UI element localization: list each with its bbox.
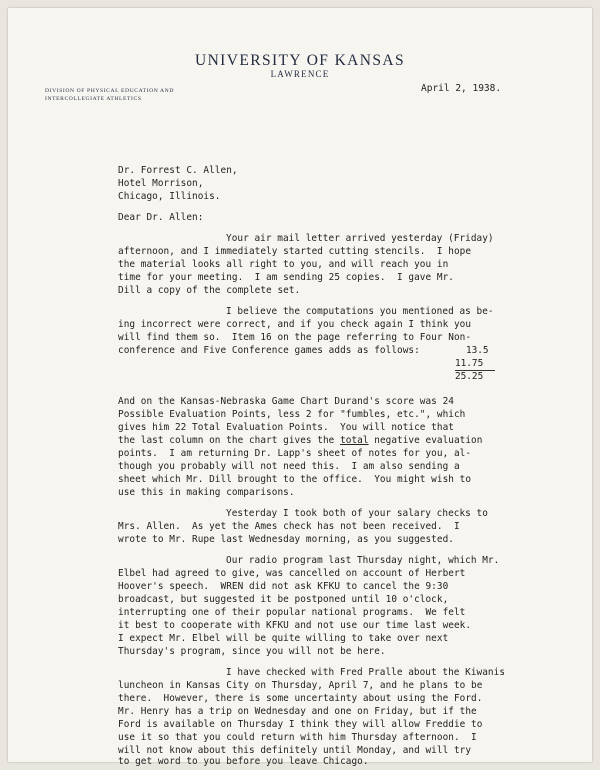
paragraph-3-line: sheet which Mr. Dill brought to the office. You might wish to bbox=[118, 474, 472, 485]
paragraph-3-line bbox=[118, 435, 482, 446]
paragraph-1-line: Your air mail letter arrived yesterday (Friday) bbox=[226, 233, 494, 244]
paragraph-3-line: gives him 22 Total Evaluation Points. You will notice that bbox=[118, 422, 454, 433]
paragraph-2-line: will find them so. Item 16 on the page referring to Four Non- bbox=[118, 332, 472, 343]
paragraph-6-line: will not know about this definitely until Monday, and will try bbox=[118, 745, 472, 756]
paragraph-1-line: time for your meeting. I am sending 25 copies. I gave Mr. bbox=[118, 272, 454, 283]
salutation: Dear Dr. Allen: bbox=[118, 212, 204, 223]
text-run: negative evaluation bbox=[368, 435, 483, 446]
paragraph-5-line: I expect Mr. Elbel will be quite willing to take over next bbox=[118, 633, 449, 644]
paragraph-6-line: Ford is available on Thursday I think they will allow Freddie to bbox=[118, 719, 483, 730]
letterhead-division bbox=[45, 87, 174, 103]
paragraph-3-line: though you probably will not need this. I am also sending a bbox=[118, 461, 460, 472]
paragraph-3-line: Possible Evaluation Points, less 2 for "fumbles, etc.", which bbox=[118, 409, 466, 420]
paragraph-1-line: afternoon, and I immediately started cutting stencils. I hope bbox=[118, 246, 472, 257]
paragraph-6-line: Mr. Henry has a trip on Wednesday and one on Friday, but if the bbox=[118, 706, 477, 717]
paragraph-4-line: Mrs. Allen. As yet the Ames check has not been received. I bbox=[118, 521, 460, 532]
paragraph-4-line: Yesterday I took both of your salary checks to bbox=[226, 508, 488, 519]
division-line-2: INTERCOLLEGIATE ATHLETICS bbox=[45, 96, 142, 102]
paragraph-3-line: And on the Kansas-Nebraska Game Chart Durand's score was 24 bbox=[118, 396, 454, 407]
paragraph-5-line: broadcast, but suggested it be postponed until 10 o'clock, bbox=[118, 594, 449, 605]
paragraph-2-line: conference and Five Conference games adds as follows: bbox=[118, 345, 420, 356]
paragraph-5-line: interrupting one of their popular national programs. We felt bbox=[118, 607, 466, 618]
paragraph-5-line: Hoover's speech. WREN did not ask KFKU to cancel the 9:30 bbox=[118, 581, 449, 592]
underlined-word: total bbox=[340, 435, 369, 446]
paragraph-5-line: Elbel had agreed to give, was cancelled on account of Herbert bbox=[118, 568, 466, 579]
letterhead-university: UNIVERSITY OF KANSAS bbox=[195, 52, 405, 69]
paragraph-1-line: the material looks all right to you, and will reach you in bbox=[118, 259, 449, 270]
paragraph-1-line: Dill a copy of the complete set. bbox=[118, 285, 301, 296]
paragraph-4-line: wrote to Mr. Rupe last Wednesday morning, as you suggested. bbox=[118, 534, 454, 545]
sum-value: 11.75 bbox=[455, 358, 484, 369]
paragraph-6-line: I have checked with Fred Pralle about the Kiwanis bbox=[226, 667, 506, 678]
paragraph-5-line: Our radio program last Thursday night, which Mr. bbox=[226, 555, 500, 566]
paragraph-2-line: I believe the computations you mentioned as be- bbox=[226, 306, 494, 317]
paragraph-2-line: ing incorrect were correct, and if you check again I think you bbox=[118, 319, 472, 330]
text-run: the last column on the chart gives the bbox=[118, 435, 341, 446]
paragraph-5-line: Thursday's program, since you will not be here. bbox=[118, 646, 386, 657]
paragraph-5-line: it best to cooperate with KFKU and not use our time last week. bbox=[118, 620, 472, 631]
sum-value: 13.5 bbox=[466, 345, 489, 356]
paragraph-6-line: use it so that you could return with him Thursday afternoon. I bbox=[118, 732, 477, 743]
paragraph-3-line: use this in making comparisons. bbox=[118, 487, 295, 498]
address-line: Dr. Forrest C. Allen, bbox=[118, 165, 238, 176]
letterhead-city: LAWRENCE bbox=[270, 69, 330, 79]
division-line-1: DIVISION OF PHYSICAL EDUCATION AND bbox=[45, 88, 174, 94]
paragraph-6-line: there. However, there is some uncertainty about using the Ford. bbox=[118, 693, 483, 704]
paragraph-3-line: points. I am returning Dr. Lapp's sheet of notes for you, al- bbox=[118, 448, 472, 459]
address-line: Hotel Morrison, bbox=[118, 178, 204, 189]
paragraph-6-line: to get word to you before you leave Chicago. bbox=[118, 756, 369, 767]
sum-total: 25.25 bbox=[455, 371, 484, 382]
paragraph-6-line: luncheon in Kansas City on Thursday, April 7, and he plans to be bbox=[118, 680, 483, 691]
letter-date: April 2, 1938. bbox=[421, 83, 502, 94]
address-line: Chicago, Illinois. bbox=[118, 191, 221, 202]
